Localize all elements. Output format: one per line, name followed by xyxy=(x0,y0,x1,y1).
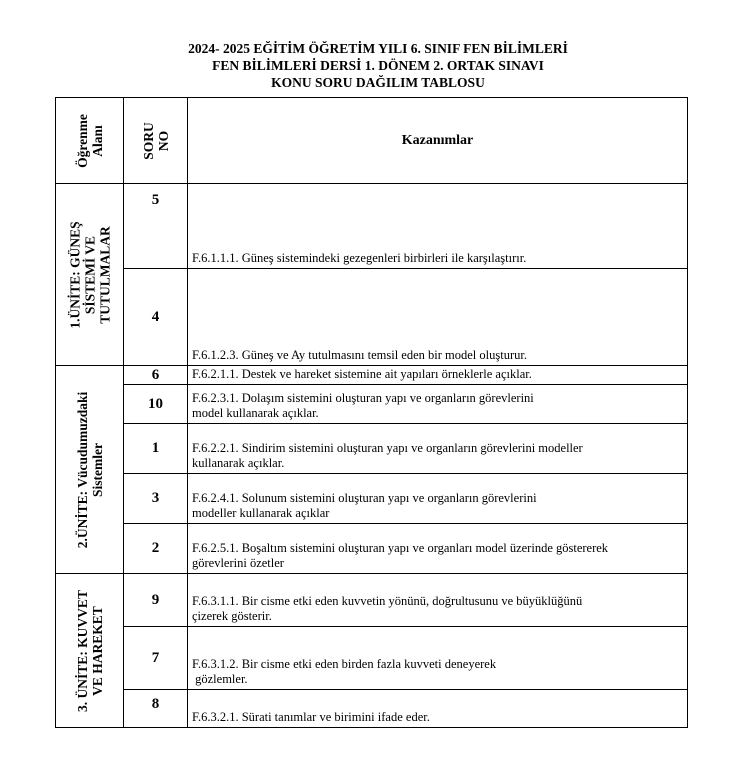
kazanim-text xyxy=(188,474,688,524)
kazanim-text xyxy=(188,366,688,385)
title-line-1: 2024- 2025 EĞİTİM ÖĞRETİM YILI 6. SINIF FEN BİLİMLERİ xyxy=(188,41,568,56)
kazanimlar-header: Kazanımlar xyxy=(188,98,688,184)
kazanim-line: F.6.2.2.1. Sindirim sistemini oluşturan yapı ve organların görevlerini modeller xyxy=(192,441,583,455)
kazanim-line: F.6.3.1.1. Bir cisme etki eden kuvvetin yönünü, doğrultusunu ve büyüklüğünü xyxy=(192,594,583,608)
kazanim-line: modeller kullanarak açıklar xyxy=(192,506,330,520)
kazanim-text xyxy=(188,690,688,728)
unit-1-cell xyxy=(56,184,124,366)
table-row xyxy=(56,366,688,385)
kazanim-line: F.6.3.1.2. Bir cisme etki eden birden fazla kuvveti deneyerek xyxy=(192,657,497,671)
unit-2-line2: Sistemler xyxy=(89,442,105,497)
question-number: 1 xyxy=(124,424,188,474)
table-row xyxy=(56,184,688,269)
table-row xyxy=(56,474,688,524)
question-number: 5 xyxy=(124,184,188,269)
question-distribution-table xyxy=(55,97,688,728)
table-row xyxy=(56,627,688,690)
kazanim-text xyxy=(188,424,688,474)
question-number: 10 xyxy=(124,385,188,424)
kazanim-line: F.6.2.5.1. Boşaltım sistemini oluşturan yapı ve organları model üzerinde göstererek xyxy=(192,541,609,555)
question-no-header xyxy=(124,98,188,184)
table-row xyxy=(56,269,688,366)
table-row xyxy=(56,574,688,627)
kazanim-line: F.6.3.2.1. Sürati tanımlar ve birimini ifade eder. xyxy=(192,710,430,724)
table-row xyxy=(56,690,688,728)
learning-area-header-line1: Öğrenme xyxy=(74,113,90,168)
question-number: 7 xyxy=(124,627,188,690)
unit-1-line1: 1.ÜNİTE: GÜNEŞ xyxy=(67,220,82,329)
question-number: 3 xyxy=(124,474,188,524)
unit-1-line3: TUTULMALAR xyxy=(97,225,112,324)
table-row xyxy=(56,424,688,474)
unit-2-line1: 2.ÜNİTE: Vücudumuzdaki xyxy=(74,391,90,548)
kazanim-line: F.6.2.1.1. Destek ve hareket sistemine ait yapıları örneklerle açıklar. xyxy=(192,367,532,381)
kazanim-text xyxy=(188,574,688,627)
kazanim-line: F.6.1.2.3. Güneş ve Ay tutulmasını temsil eden bir model oluşturur. xyxy=(192,348,527,362)
question-number: 8 xyxy=(124,690,188,728)
kazanim-line: model kullanarak açıklar. xyxy=(192,406,319,420)
unit-3-line2: VE HAREKET xyxy=(89,605,105,696)
table-row xyxy=(56,385,688,424)
title-line-2: FEN BİLİMLERİ DERSİ 1. DÖNEM 2. ORTAK SINAVI xyxy=(212,58,544,73)
kazanim-line: gözlemler. xyxy=(192,672,248,686)
unit-1-line2: SİSTEMİ VE xyxy=(82,235,97,314)
title-line-3: KONU SORU DAĞILIM TABLOSU xyxy=(271,75,485,90)
learning-area-header-line2: Alanı xyxy=(89,124,105,157)
question-no-header-line2: NO xyxy=(155,130,171,151)
question-number: 9 xyxy=(124,574,188,627)
unit-3-cell xyxy=(56,574,124,728)
question-number: 6 xyxy=(124,366,188,385)
question-number: 2 xyxy=(124,524,188,574)
kazanim-text xyxy=(188,524,688,574)
table-row xyxy=(56,524,688,574)
kazanim-line: görevlerini özetler xyxy=(192,556,284,570)
kazanim-line: kullanarak açıklar. xyxy=(192,456,285,470)
kazanim-line: F.6.2.3.1. Dolaşım sistemini oluşturan yapı ve organların görevlerini xyxy=(192,391,534,405)
document-title xyxy=(0,40,756,91)
question-no-header-line1: SORU xyxy=(140,121,156,160)
unit-3-line1: 3. ÜNİTE: KUVVET xyxy=(74,589,90,712)
learning-area-header xyxy=(56,98,124,184)
kazanim-line: F.6.2.4.1. Solunum sistemini oluşturan yapı ve organların görevlerini xyxy=(192,491,537,505)
kazanim-line: F.6.1.1.1. Güneş sistemindeki gezegenleri birbirleri ile karşılaştırır. xyxy=(192,251,527,265)
kazanim-text xyxy=(188,627,688,690)
table-header-row xyxy=(56,98,688,184)
kazanim-text xyxy=(188,269,688,366)
unit-2-cell xyxy=(56,366,124,574)
kazanim-text xyxy=(188,184,688,269)
question-number: 4 xyxy=(124,269,188,366)
kazanim-text xyxy=(188,385,688,424)
kazanim-line: çizerek gösterir. xyxy=(192,609,272,623)
